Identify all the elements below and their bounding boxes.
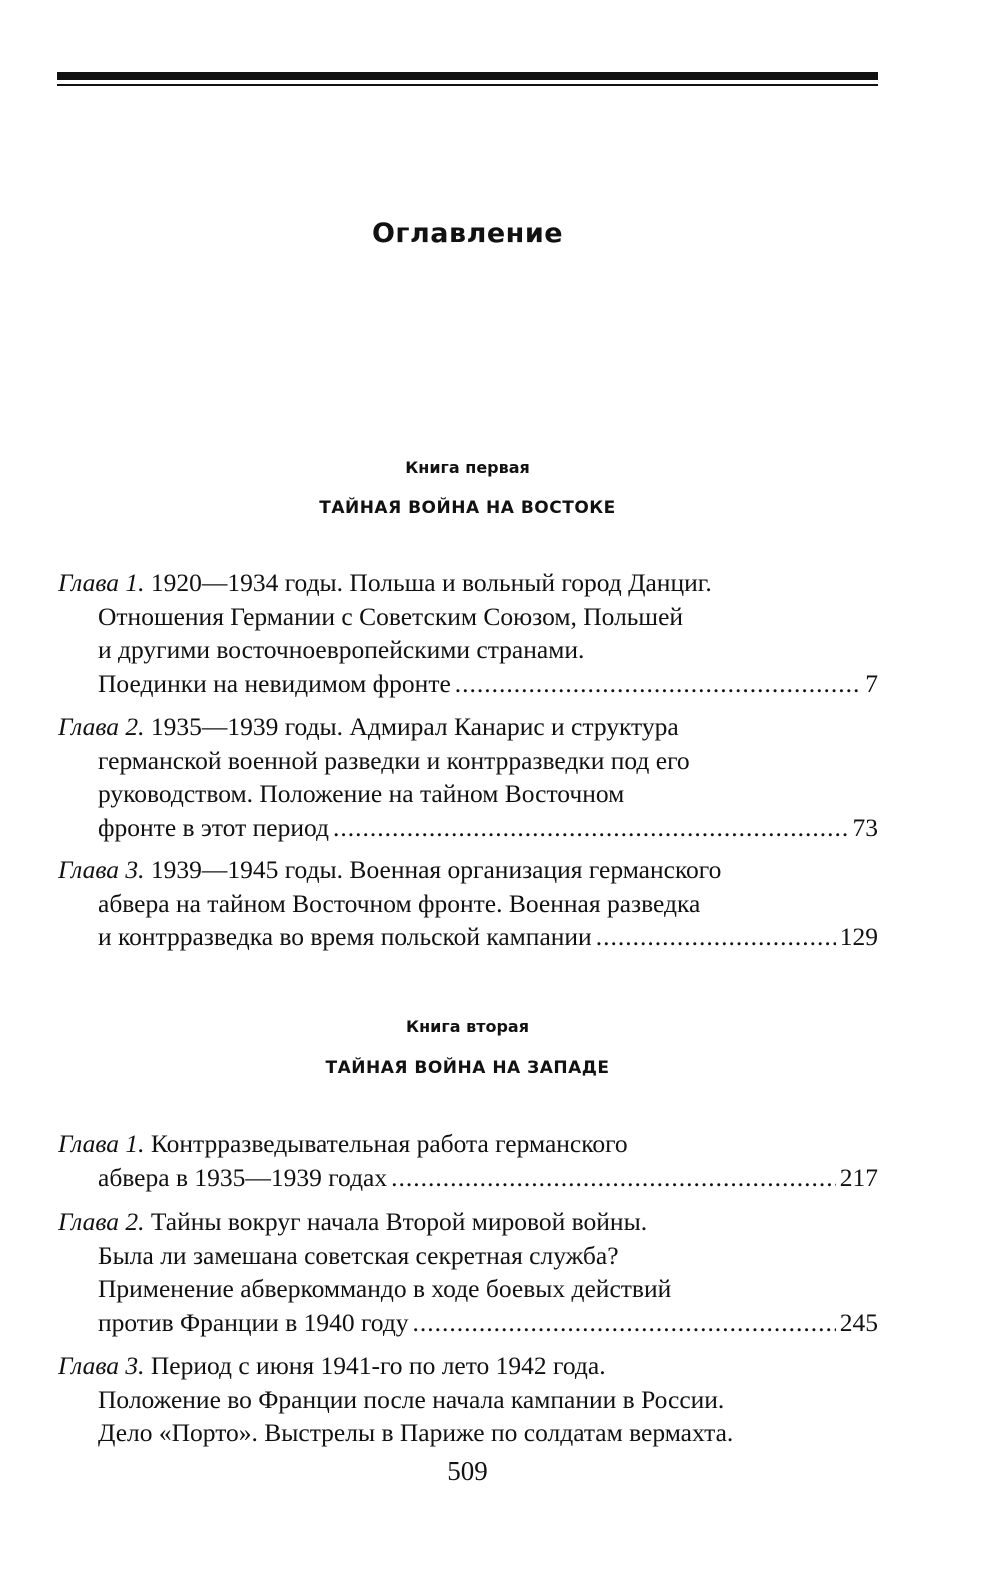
chapter-text: Была ли замешана советская секретная служба?: [98, 1240, 619, 1270]
chapter-text: Период с июня 1941-го по лето 1942 года.: [150, 1351, 606, 1380]
page-number-footer: 509: [447, 1456, 488, 1486]
chapter-text: Контрразведывательная работа германского: [150, 1129, 628, 1158]
page-number: 245: [839, 1307, 878, 1337]
page-number: 217: [839, 1162, 878, 1192]
chapter-label: Глава 3.: [58, 855, 145, 884]
chapter-text: против Франции в 1940 году: [98, 1307, 409, 1337]
toc-entry-book1-ch1[interactable]: [58, 566, 878, 700]
header-rule-thick: [57, 72, 878, 80]
dot-leader: [596, 920, 836, 954]
toc-entry-book2-ch3[interactable]: [58, 1349, 878, 1450]
chapter-text: Отношения Германии с Советским Союзом, Польшей: [98, 601, 684, 631]
book-2-title: ТАЙНАЯ ВОЙНА НА ЗАПАДЕ: [325, 1058, 610, 1078]
chapter-label: Глава 2.: [58, 712, 145, 741]
toc-entry-book1-ch2[interactable]: [58, 710, 878, 844]
chapter-text: Поединки на невидимом фронте: [98, 668, 451, 698]
chapter-text: германской военной разведки и контрразведки под его: [98, 745, 690, 775]
chapter-text: 1935—1939 годы. Адмирал Канарис и структура: [150, 712, 679, 741]
book-1-label: Книга первая: [405, 458, 530, 477]
chapter-text: Дело «Порто». Выстрелы в Париже по солдатам вермахта.: [98, 1418, 734, 1447]
chapter-text: 1920—1934 годы. Польша и вольный город Данциг.: [150, 568, 712, 597]
chapter-label: Глава 3.: [58, 1351, 145, 1380]
chapter-text: абвера на тайном Восточном фронте. Военная разведка: [98, 888, 701, 918]
chapter-text: 1939—1945 годы. Военная организация германского: [150, 855, 722, 884]
chapter-text: Применение абверкоммандо в ходе боевых действий: [98, 1274, 672, 1303]
chapter-text: и другими восточноевропейскими странами.: [98, 635, 585, 664]
dot-leader: [413, 1306, 836, 1340]
book-2-label: Книга вторая: [406, 1017, 529, 1036]
page-title: Оглавление: [371, 218, 564, 249]
book-1-title: ТАЙНАЯ ВОЙНА НА ВОСТОКЕ: [319, 498, 616, 518]
toc-entry-book2-ch2[interactable]: [58, 1205, 878, 1339]
chapter-text: руководством. Положение на тайном Восточном: [98, 779, 625, 808]
toc-entry-book1-ch3[interactable]: [58, 853, 878, 954]
page-number: 7: [865, 668, 878, 698]
page-number: 129: [839, 922, 878, 951]
chapter-text: фронте в этот период: [98, 812, 329, 842]
header-rule-thin: [57, 84, 878, 86]
page-number: 73: [852, 812, 878, 842]
chapter-text: и контрразведка во время польской кампании: [98, 922, 592, 951]
chapter-label: Глава 1.: [58, 1129, 145, 1158]
chapter-text: абвера в 1935—1939 годах: [98, 1162, 388, 1192]
chapter-label: Глава 2.: [58, 1207, 145, 1236]
dot-leader: [333, 811, 849, 845]
dot-leader: [391, 1161, 836, 1195]
chapter-label: Глава 1.: [58, 568, 145, 597]
dot-leader: [455, 667, 861, 701]
chapter-text: Тайны вокруг начала Второй мировой войны.: [150, 1207, 648, 1236]
toc-entry-book2-ch1[interactable]: [58, 1127, 878, 1194]
chapter-text: Положение во Франции после начала кампании в России.: [98, 1384, 725, 1414]
